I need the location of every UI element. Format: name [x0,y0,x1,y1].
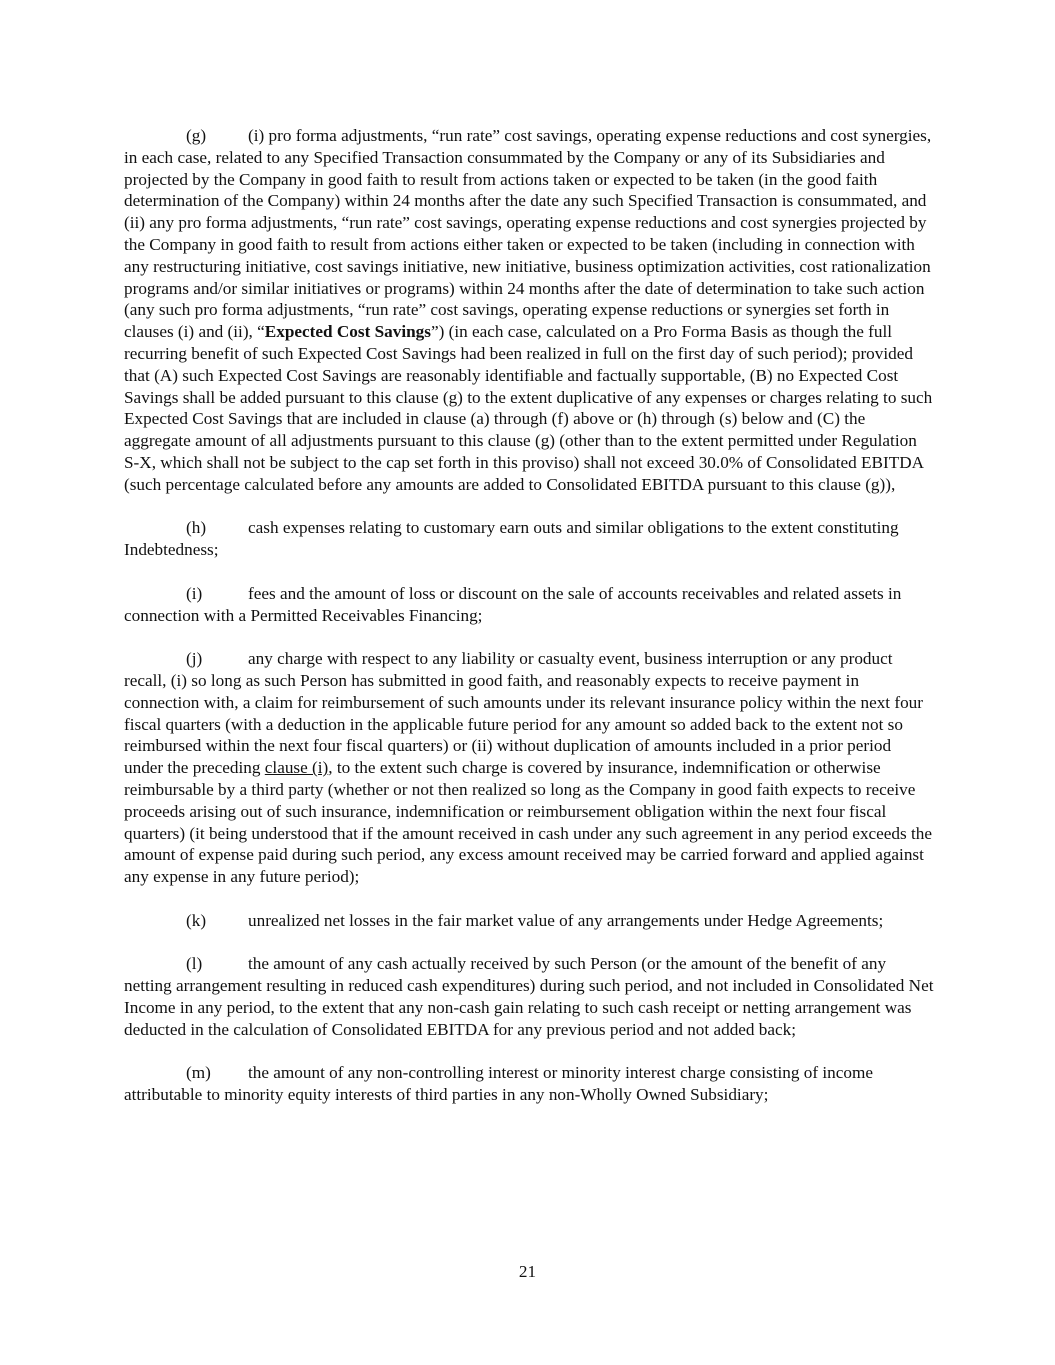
clause-text: ”) (in each case, calculated on a Pro Forma Basis as though the full recurring benefit of such Expected Cost Savings had been realized in full on the first day of such period); provided that (A) such Expected Cost Savings are reasonably identifiable and factually supportable, (B) no Expected Cost Savings shall be added pursuant to this clause (g) to the extent duplicative of any expenses or charges relating to such Expected Cost Savings that are included in clause (a) through (f) above or (h) through (s) below and (C) the aggregate amount of all adjustments pursuant to this clause (g) (other than to the extent permitted under Regulation S-X, which shall not be subject to the cap set forth in this proviso) shall not exceed 30.0% of Consolidated EBITDA (such percentage calculated before any amounts are added to Consolidated EBITDA pursuant to this clause (g)), [124,322,933,494]
defined-term: Expected Cost Savings [264,322,431,342]
clause-label: (k) [186,910,207,930]
clause-text: unrealized net losses in the fair market value of any arrangements under Hedge Agreements; [248,910,884,930]
document-body [124,125,934,1128]
clause-text: the amount of any cash actually received by such Person (or the amount of the benefit of any netting arrangement resulting in reduced cash expenditures) during such period, and not included in Consolidated Net Income in any period, to the extent that any non-cash gain relating to such cash receipt or netting arrangement was deducted in the calculation of Consolidated EBITDA for any previous period and not added back; [124,954,934,1039]
clause-label: (i) [186,583,203,603]
clause-text: any charge with respect to any liability or casualty event, business interruption or any product recall, (i) so long as such Person has submitted in good faith, and reasonably expects to receive payment in connection with, a claim for reimbursement of such amounts under its relevant insurance policy within the next four fiscal quarters (with a deduction in the applicable future period for any amount so added back to the extent not so reimbursed within the next four fiscal quarters) or (ii) without duplication of amounts included in a prior period under the preceding [124,649,923,778]
clause-g [124,125,934,496]
clause-text: , to the extent such charge is covered by insurance, indemnification or otherwise reimbursable by a third party (whether or not then realized so long as the Company in good faith expects to receive proceeds arising out of such insurance, indemnification or reimbursement obligation within the next four fiscal quarters) (it being understood that if the amount received in cash under any such agreement in any period exceeds the amount of expense paid during such period, any excess amount received may be carried forward and applied against any expense in any future period); [124,758,932,887]
clause-l [124,953,934,1040]
clause-i [124,583,934,627]
clause-text: (i) pro forma adjustments, “run rate” cost savings, operating expense reductions and cost synergies, in each case, related to any Specified Transaction consummated by the Company or any of its Subsidiaries and projected by the Company in good faith to result from actions taken or expected to be taken (in the good faith determination of the Company) within 24 months after the date any such Specified Transaction is consummated, and (ii) any pro forma adjustments, “run rate” cost savings, operating expense reductions and cost synergies projected by the Company in good faith to result from actions either taken or expected to be taken (including in connection with any restructuring initiative, cost savings initiative, new initiative, business optimization activities, cost rationalization programs and/or similar initiatives or programs) within 24 months after the date of determination to take such action (any such pro forma adjustments, “run rate” cost savings, operating expense reductions or synergies set forth in clauses (i) and (ii), “ [124,126,932,342]
clause-label: (l) [186,954,203,974]
clause-j [124,648,934,888]
clause-label: (h) [186,518,207,538]
clause-label: (g) [186,126,207,145]
clause-text: the amount of any non-controlling interest or minority interest charge consisting of income attributable to minority equity interests of third parties in any non-Wholly Owned Subsidiary; [124,1063,873,1105]
clause-m [124,1062,934,1106]
clause-cross-reference: clause (i) [264,758,329,778]
clause-label: (j) [186,649,203,669]
clause-k [124,910,934,932]
clause-label: (m) [186,1063,211,1083]
clause-text: cash expenses relating to customary earn outs and similar obligations to the extent constituting Indebtedness; [124,518,899,560]
clause-h [124,517,934,561]
page-number: 21 [518,1262,537,1281]
clause-text: fees and the amount of loss or discount on the sale of accounts receivables and related assets in connection with a Permitted Receivables Financing; [124,583,902,625]
